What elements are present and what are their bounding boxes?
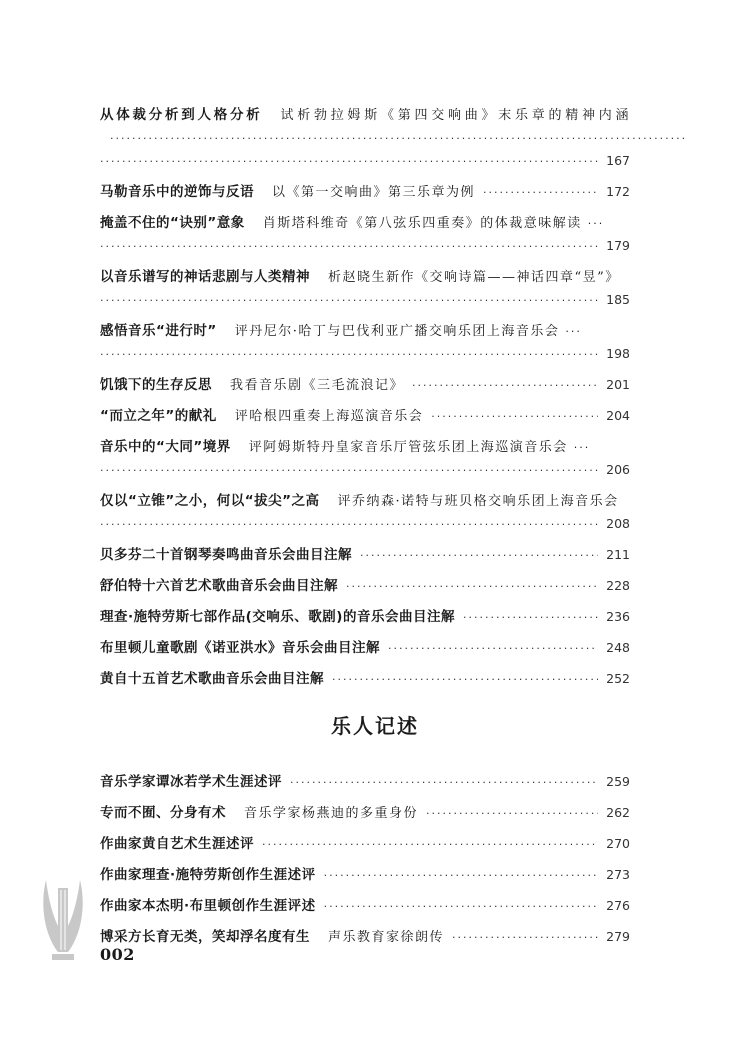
- entry-title: 布里顿儿童歌剧《诺亚洪水》音乐会曲目注解: [100, 640, 380, 656]
- entry-subtitle: 肖斯塔科维奇《第八弦乐四重奏》的体裁意味解读: [262, 216, 582, 231]
- toc-entry[interactable]: [100, 771, 630, 794]
- entry-page: 228: [606, 578, 630, 593]
- entry-page: 172: [606, 184, 630, 199]
- entry-page: 262: [606, 805, 630, 820]
- entry-title: 博采方长育无类，笑却浮名度有生: [100, 929, 310, 945]
- entry-page: 211: [606, 547, 630, 562]
- entry-subtitle: 评阿姆斯特丹皇家音乐厅管弦乐团上海巡演音乐会: [248, 440, 568, 455]
- toc-entry[interactable]: [100, 864, 630, 887]
- entry-subtitle: 析赵晓生新作《交响诗篇——神话四章“昱”》: [328, 270, 620, 285]
- toc-entry[interactable]: 音乐中的“大同”境界 评阿姆斯特丹皇家音乐厅管弦乐团上海巡演音乐会 ··· ····· 206: [100, 436, 630, 482]
- entry-page: 273: [606, 867, 630, 882]
- toc-entry[interactable]: [100, 926, 630, 949]
- entry-subtitle: 评丹尼尔·哈丁与巴伐利亚广播交响乐团上海音乐会: [234, 324, 560, 339]
- toc-entry[interactable]: 掩盖不住的“诀别”意象 肖斯塔科维奇《第八弦乐四重奏》的体裁意味解读 ··· ····· 179: [100, 212, 630, 258]
- toc-section-people: [100, 771, 630, 957]
- entry-subtitle: 我看音乐剧《三毛流浪记》: [230, 378, 405, 393]
- entry-subtitle: 声乐教育家徐朗传: [328, 930, 445, 945]
- toc-entry[interactable]: [100, 490, 630, 536]
- lyre-icon: [38, 874, 88, 962]
- entry-title: 贝多芬二十首钢琴奏鸣曲音乐会曲目注解: [100, 547, 352, 563]
- toc-entry[interactable]: [100, 637, 630, 660]
- toc-entry[interactable]: 感悟音乐“进行时” 评丹尼尔·哈丁与巴伐利亚广播交响乐团上海音乐会 ··· ····· 198: [100, 320, 630, 366]
- entry-title: 以音乐谱写的神话悲剧与人类精神: [100, 269, 310, 285]
- entry-subtitle: 音乐学家杨燕迪的多重身份: [244, 806, 419, 821]
- entry-title: “而立之年”的献礼: [100, 408, 217, 424]
- entry-page: 198: [606, 346, 630, 361]
- entry-title: 掩盖不住的“诀别”意象: [100, 215, 245, 231]
- entry-subtitle: 试析勃拉姆斯《第四交响曲》末乐章的精神内涵: [280, 108, 630, 123]
- toc-entry[interactable]: [100, 895, 630, 918]
- entry-page: 236: [606, 609, 630, 624]
- entry-title: 专而不囿、分身有术: [100, 805, 226, 821]
- toc-section-articles: [100, 104, 630, 699]
- entry-title: 饥饿下的生存反思: [100, 377, 212, 393]
- entry-title: 舒伯特十六首艺术歌曲音乐会曲目注解: [100, 578, 338, 594]
- toc-entry[interactable]: [100, 606, 630, 629]
- toc-entry[interactable]: [100, 374, 630, 397]
- entry-title: 音乐中的“大同”境界: [100, 439, 231, 455]
- entry-title: 作曲家理查·施特劳斯创作生涯述评: [100, 867, 316, 883]
- entry-page: 276: [606, 898, 630, 913]
- toc-entry[interactable]: [100, 181, 630, 204]
- entry-title: 作曲家本杰明·布里顿创作生涯评述: [100, 898, 316, 914]
- entry-page: 167: [606, 153, 630, 168]
- entry-title: 黄自十五首艺术歌曲音乐会曲目注解: [100, 671, 324, 687]
- entry-page: 185: [606, 292, 630, 307]
- entry-title: 感悟音乐“进行时”: [100, 323, 217, 339]
- section-title: 乐人记述: [331, 714, 419, 738]
- toc-entry[interactable]: [100, 833, 630, 856]
- entry-subtitle: 评乔纳森·诺特与班贝格交响乐团上海音乐会: [337, 494, 619, 509]
- entry-page: 201: [606, 377, 630, 392]
- entry-subtitle: 以《第一交响曲》第三乐章为例: [272, 185, 476, 200]
- entry-page: 252: [606, 671, 630, 686]
- entry-title: 仅以“立锥”之小，何以“拔尖”之高: [100, 493, 320, 509]
- toc-entry[interactable]: [100, 802, 630, 825]
- entry-title: 马勒音乐中的逆饰与反语: [100, 184, 254, 200]
- entry-title: 理查·施特劳斯七部作品(交响乐、歌剧)的音乐会曲目注解: [100, 609, 455, 625]
- toc-entry[interactable]: [100, 575, 630, 598]
- entry-title: 作曲家黄自艺术生涯述评: [100, 836, 254, 852]
- entry-subtitle: 评哈根四重奏上海巡演音乐会: [234, 409, 424, 424]
- entry-page: 208: [606, 516, 630, 531]
- entry-title: 从体裁分析到人格分析: [100, 107, 263, 123]
- entry-page: 248: [606, 640, 630, 655]
- entry-title: 音乐学家谭冰若学术生涯述评: [100, 774, 282, 790]
- entry-page: 179: [606, 238, 630, 253]
- toc-entry[interactable]: [100, 266, 630, 312]
- entry-page: 204: [606, 408, 630, 423]
- entry-page: 279: [606, 929, 630, 944]
- toc-entry[interactable]: [100, 668, 630, 691]
- entry-page: 270: [606, 836, 630, 851]
- page-number: 002: [100, 945, 135, 964]
- entry-page: 206: [606, 462, 630, 477]
- toc-entry[interactable]: [100, 544, 630, 567]
- toc-entry[interactable]: [100, 405, 630, 428]
- toc-entry[interactable]: 从体裁分析到人格分析 试析勃拉姆斯《第四交响曲》末乐章的精神内涵······· ····· ····· 167: [100, 104, 630, 173]
- entry-page: 259: [606, 774, 630, 789]
